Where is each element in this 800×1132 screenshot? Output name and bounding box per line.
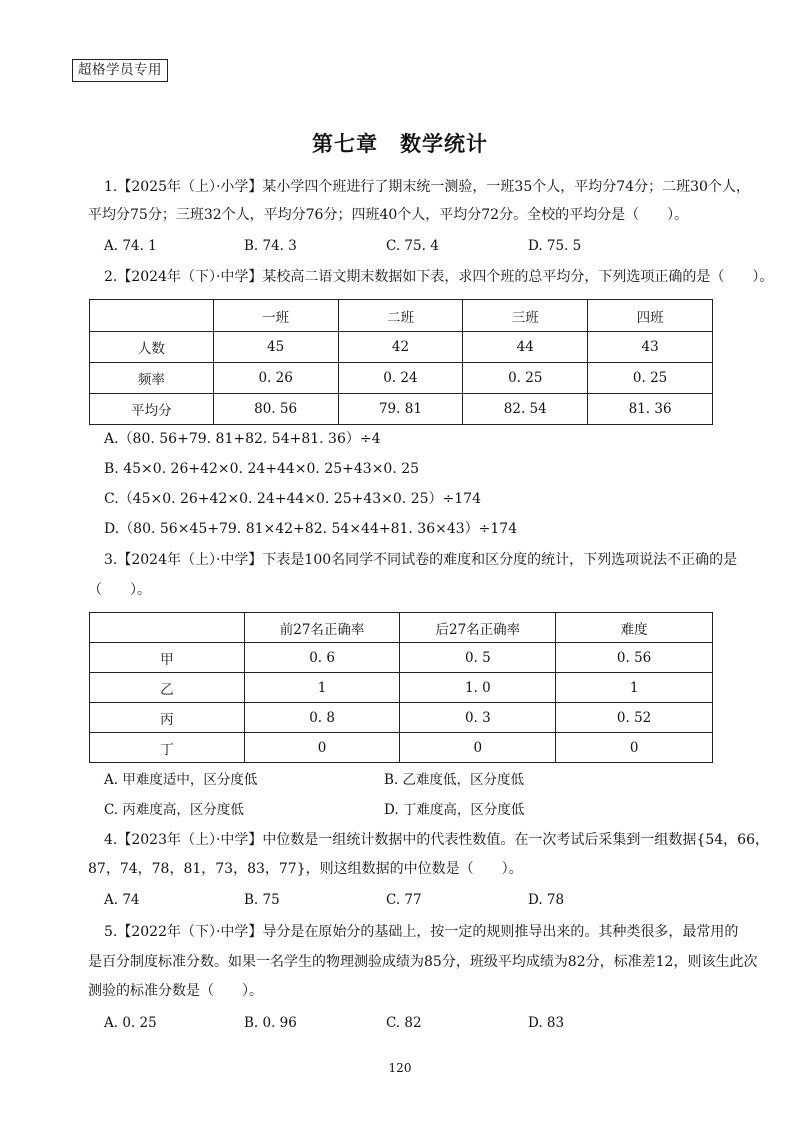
q3-stem-line-1: 3.【2024年（上）·中学】下表是100名同学不同试卷的难度和区分度的统计，下列选项说法不正确的是 — [104, 552, 738, 568]
row-label: 频率 — [90, 363, 214, 394]
table-cell: 0. 5 — [400, 643, 556, 673]
q3-options-row-2 — [104, 800, 724, 820]
table-header: 难度 — [556, 613, 713, 643]
q4-option-c[interactable]: C. 77 — [386, 892, 422, 908]
table-cell: 45 — [213, 332, 338, 363]
q2-data-table — [89, 299, 713, 425]
table-cell: 1 — [244, 673, 400, 703]
q5-option-d[interactable]: D. 83 — [528, 1015, 565, 1031]
q3-option-c[interactable]: C. 丙难度高，区分度低 — [104, 802, 244, 818]
table-cell: 1. 0 — [400, 673, 556, 703]
q4-option-d[interactable]: D. 78 — [528, 892, 565, 908]
table-cell: 0. 52 — [556, 703, 713, 733]
q1-options — [104, 236, 724, 256]
table-cell: 80. 56 — [213, 394, 338, 425]
q4-stem-line-2: 87，74，78，81，73，83，77}，则这组数据的中位数是（ ）。 — [88, 861, 523, 877]
row-label: 人数 — [90, 332, 214, 363]
student-only-badge: 超格学员专用 — [72, 59, 168, 82]
table-cell — [90, 300, 214, 332]
table-cell: 0. 3 — [400, 703, 556, 733]
table-cell: 0. 25 — [463, 363, 588, 394]
q5-stem-line-1: 5.【2022年（下）·中学】导分是在原始分的基础上，按一定的规则推导出来的。其种类很多，最常用的 — [104, 924, 739, 940]
table-row — [90, 703, 713, 733]
chapter-title: 第七章 数学统计 — [312, 132, 488, 156]
q2-option-b[interactable]: B. 45×0. 26+42×0. 24+44×0. 25+43×0. 25 — [104, 461, 420, 477]
q5-stem-line-3: 测验的标准分数是（ ）。 — [88, 983, 263, 999]
q3-option-d[interactable]: D. 丁难度高，区分度低 — [384, 802, 525, 818]
q2-option-a[interactable]: A.（80. 56+79. 81+82. 54+81. 36）÷4 — [104, 431, 381, 447]
table-cell: 0. 8 — [244, 703, 400, 733]
table-header-row — [90, 300, 713, 332]
table-header: 一班 — [213, 300, 338, 332]
q1-stem-line-2: 平均分75分；三班32个人，平均分76分；四班40个人，平均分72分。全校的平均分是（ ）。 — [88, 207, 689, 223]
page-number: 120 — [388, 1061, 412, 1075]
table-cell: 0. 6 — [244, 643, 400, 673]
table-cell: 81. 36 — [588, 394, 713, 425]
q1-stem-line-1: 1.【2025年（上）·小学】某小学四个班进行了期末统一测验，一班35个人，平均分74分；二班30个人， — [104, 179, 750, 195]
q3-option-a[interactable]: A. 甲难度适中，区分度低 — [104, 772, 258, 788]
row-label: 平均分 — [90, 394, 214, 425]
table-cell: 43 — [588, 332, 713, 363]
table-cell — [90, 613, 245, 643]
table-row — [90, 363, 713, 394]
table-cell: 42 — [338, 332, 463, 363]
table-row — [90, 733, 713, 763]
q2-option-d[interactable]: D.（80. 56×45+79. 81×42+82. 54×44+81. 36×43）÷174 — [104, 521, 518, 537]
q3-option-b[interactable]: B. 乙难度低，区分度低 — [384, 772, 525, 788]
q1-option-b[interactable]: B. 74. 3 — [244, 238, 297, 254]
table-row — [90, 673, 713, 703]
q4-option-a[interactable]: A. 74 — [104, 892, 140, 908]
q5-options — [104, 1013, 724, 1033]
q3-options-row-1 — [104, 770, 724, 790]
table-cell: 0. 56 — [556, 643, 713, 673]
table-header: 四班 — [588, 300, 713, 332]
q5-option-a[interactable]: A. 0. 25 — [104, 1015, 157, 1031]
table-header: 三班 — [463, 300, 588, 332]
q5-stem-line-2: 是百分制度标准分数。如果一名学生的物理测验成绩为85分，班级平均成绩为82分，标准差12，则该生此次 — [88, 954, 758, 970]
q1-option-c[interactable]: C. 75. 4 — [386, 238, 439, 254]
row-label: 丙 — [90, 703, 245, 733]
table-cell: 0 — [244, 733, 400, 763]
q5-option-b[interactable]: B. 0. 96 — [244, 1015, 297, 1031]
table-header: 前27名正确率 — [244, 613, 400, 643]
q5-option-c[interactable]: C. 82 — [386, 1015, 422, 1031]
q4-option-b[interactable]: B. 75 — [244, 892, 280, 908]
table-cell: 79. 81 — [338, 394, 463, 425]
q3-stem-line-2: （ ）。 — [88, 582, 151, 598]
table-cell: 0. 25 — [588, 363, 713, 394]
q1-option-a[interactable]: A. 74. 1 — [104, 238, 157, 254]
row-label: 乙 — [90, 673, 245, 703]
table-header: 后27名正确率 — [400, 613, 556, 643]
table-cell: 82. 54 — [463, 394, 588, 425]
q4-options — [104, 890, 724, 910]
table-row — [90, 394, 713, 425]
table-cell: 0. 26 — [213, 363, 338, 394]
table-cell: 44 — [463, 332, 588, 363]
table-header: 二班 — [338, 300, 463, 332]
table-cell: 0 — [556, 733, 713, 763]
q1-option-d[interactable]: D. 75. 5 — [528, 238, 582, 254]
row-label: 甲 — [90, 643, 245, 673]
table-row — [90, 643, 713, 673]
row-label: 丁 — [90, 733, 245, 763]
table-cell: 1 — [556, 673, 713, 703]
table-row — [90, 332, 713, 363]
q4-stem-line-1: 4.【2023年（上）·中学】中位数是一组统计数据中的代表性数值。在一次考试后采集到一组数据{54，66， — [104, 832, 769, 848]
q2-option-c[interactable]: C.（45×0. 26+42×0. 24+44×0. 25+43×0. 25）÷174 — [104, 491, 481, 507]
q3-data-table — [89, 612, 713, 763]
table-cell: 0 — [400, 733, 556, 763]
q2-stem: 2.【2024年（下）·中学】某校高二语文期末数据如下表，求四个班的总平均分，下列选项正确的是（ ）。 — [104, 269, 774, 285]
table-header-row — [90, 613, 713, 643]
table-cell: 0. 24 — [338, 363, 463, 394]
